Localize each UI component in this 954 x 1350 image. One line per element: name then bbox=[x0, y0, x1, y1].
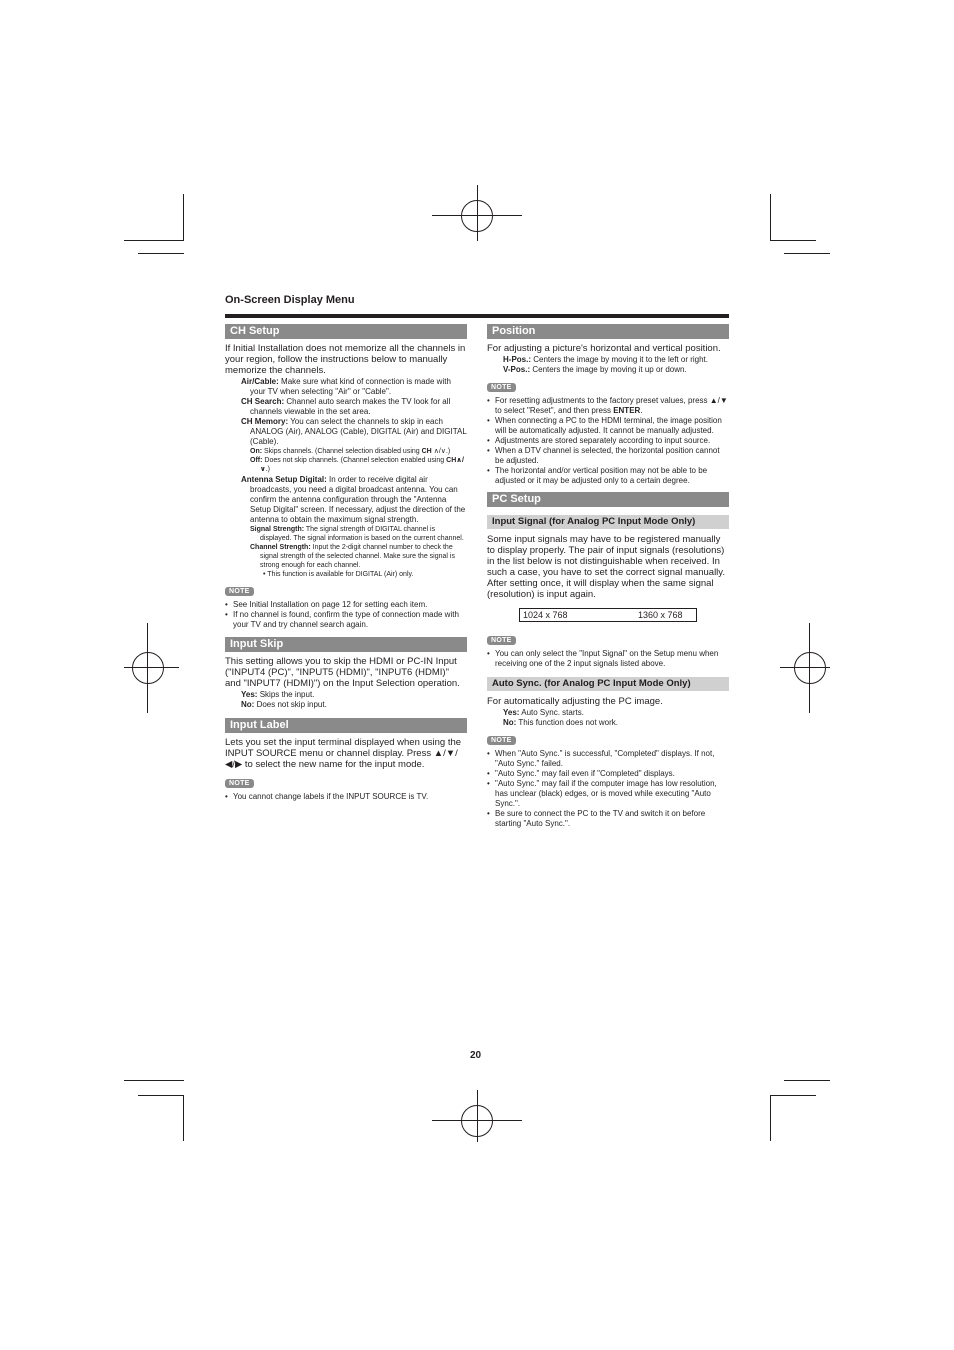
resolution-a: 1024 x 768 bbox=[523, 610, 568, 620]
note-badge: NOTE bbox=[225, 587, 254, 596]
list-item: • When connecting a PC to the HDMI terminal, the image position will be automatically adjusted. It cannot be manually adjusted. bbox=[495, 416, 729, 436]
digital-only-note: • This function is available for DIGITAL (Air) only. bbox=[263, 571, 414, 578]
note-badge: NOTE bbox=[225, 779, 254, 788]
input-skip-heading: Input Skip bbox=[225, 637, 467, 652]
auto-sync-no: No: This function does not work. bbox=[503, 718, 619, 727]
position-heading: Position bbox=[487, 324, 729, 339]
list-item: • "Auto Sync." may fail even if "Completed" displays. bbox=[495, 769, 729, 779]
ch-setup-items bbox=[225, 377, 467, 579]
antenna-setup-item: Antenna Setup Digital: In order to receive digital air broadcasts, you need a digital broadcast antenna. You can confirm the antenna configuration through the "Antenna Setup Digital" screen. If necessary, adjust the direction of the antenna to obtain the maximum signal strength. bbox=[241, 475, 466, 524]
ch-search-item: CH Search: Channel auto search makes the TV look for all channels viewable in the set area. bbox=[241, 397, 451, 416]
list-item: • When a DTV channel is selected, the horizontal position cannot be adjusted. bbox=[495, 446, 729, 466]
ch-setup-notes bbox=[225, 600, 467, 630]
ch-memory-off: Off: Does not skip channels. (Channel selection enabled using CH∧/∨.) bbox=[250, 457, 464, 473]
list-item: • You cannot change labels if the INPUT SOURCE is TV. bbox=[233, 792, 467, 802]
input-label-intro: Lets you set the input terminal displayed when using the INPUT SOURCE menu or channel display. Press ▲/▼/◀/▶ to select the new name for the input mode. bbox=[225, 737, 462, 770]
left-column bbox=[225, 324, 467, 802]
input-signal-heading: Input Signal (for Analog PC Input Mode Only) bbox=[487, 515, 729, 529]
list-item: • If no channel is found, confirm the type of connection made with your TV and try channel search again. bbox=[233, 610, 467, 630]
page-number: 20 bbox=[470, 1050, 482, 1061]
air-cable-item: Air/Cable: Make sure what kind of connection is made with your TV when selecting "Air" or "Cable". bbox=[241, 377, 451, 396]
auto-sync-text: For automatically adjusting the PC image. bbox=[487, 696, 663, 707]
ch-memory-item: CH Memory: You can select the channels to skip in each ANALOG (Air), ANALOG (Cable), DIGITAL (Air) and DIGITAL (Cable). bbox=[241, 417, 467, 446]
note-badge: NOTE bbox=[487, 636, 516, 645]
ch-memory-on: On: Skips channels. (Channel selection disabled using CH ∧/∨.) bbox=[250, 448, 451, 455]
right-column bbox=[487, 324, 729, 829]
list-item: • See Initial Installation on page 12 for setting each item. bbox=[233, 600, 467, 610]
resolution-b: 1360 x 768 bbox=[638, 610, 683, 620]
list-item: • "Auto Sync." may fail if the computer image has low resolution, has unclear (black) edges, or is moved while executing "Auto Sync.". bbox=[495, 779, 729, 809]
position-notes bbox=[487, 396, 729, 486]
input-label-notes bbox=[225, 792, 467, 802]
pc-setup-heading: PC Setup bbox=[487, 492, 729, 507]
ch-setup-heading: CH Setup bbox=[225, 324, 467, 339]
note-badge: NOTE bbox=[487, 736, 516, 745]
list-item: • When "Auto Sync." is successful, "Completed" displays. If not, "Auto Sync." failed. bbox=[495, 749, 729, 769]
list-item: • You can only select the "Input Signal" on the Setup menu when receiving one of the 2 input signals listed above. bbox=[495, 649, 729, 669]
input-skip-no: No: Does not skip input. bbox=[241, 700, 327, 709]
header-rule bbox=[225, 314, 729, 318]
h-pos-item: H-Pos.: Centers the image by moving it to the left or right. bbox=[503, 355, 708, 364]
position-intro: For adjusting a picture's horizontal and vertical position. bbox=[487, 343, 721, 354]
list-item: • Be sure to connect the PC to the TV and switch it on before starting "Auto Sync.". bbox=[495, 809, 729, 829]
list-item: • The horizontal and/or vertical position may not be able to be adjusted or it may be adjusted only to a certain degree. bbox=[495, 466, 729, 486]
signal-strength-item: Signal Strength: The signal strength of DIGITAL channel is displayed. The signal information is based on the current channel. bbox=[250, 526, 464, 542]
note-badge: NOTE bbox=[487, 383, 516, 392]
auto-sync-yes: Yes: Auto Sync. starts. bbox=[503, 708, 584, 717]
input-signal-text: Some input signals may have to be registered manually to display properly. The pair of input signals (resolutions) in the list below is not distinguishable when received. In such a case, you have to set the correct signal manually. After setting once, it will display when the same signal (resolution) is input again. bbox=[487, 534, 725, 600]
list-item: • Adjustments are stored separately according to input source. bbox=[495, 436, 729, 446]
input-signal-notes bbox=[487, 649, 729, 669]
ch-setup-intro: If Initial Installation does not memorize all the channels in your region, follow the instructions below to manually memorize the channels. bbox=[225, 343, 466, 376]
v-pos-item: V-Pos.: Centers the image by moving it up or down. bbox=[503, 365, 687, 374]
input-label-heading: Input Label bbox=[225, 718, 467, 733]
list-item: • For resetting adjustments to the factory preset values, press ▲/▼ to select "Reset", and then press ENTER. bbox=[495, 396, 729, 416]
auto-sync-notes bbox=[487, 749, 729, 829]
page-title: On-Screen Display Menu bbox=[225, 294, 355, 306]
channel-strength-item: Channel Strength: Input the 2-digit channel number to check the signal strength of the selected channel. Make sure the signal is strong enough for each channel. bbox=[250, 544, 455, 569]
resolution-box bbox=[519, 608, 697, 622]
input-skip-intro: This setting allows you to skip the HDMI or PC-IN Input ("INPUT4 (PC)", "INPUT5 (HDMI)", "INPUT6 (HDMI)" and "INPUT7 (HDMI)") on the Input Selection operation. bbox=[225, 656, 460, 689]
input-skip-yes: Yes: Skips the input. bbox=[241, 690, 315, 699]
auto-sync-heading: Auto Sync. (for Analog PC Input Mode Only) bbox=[487, 677, 729, 691]
